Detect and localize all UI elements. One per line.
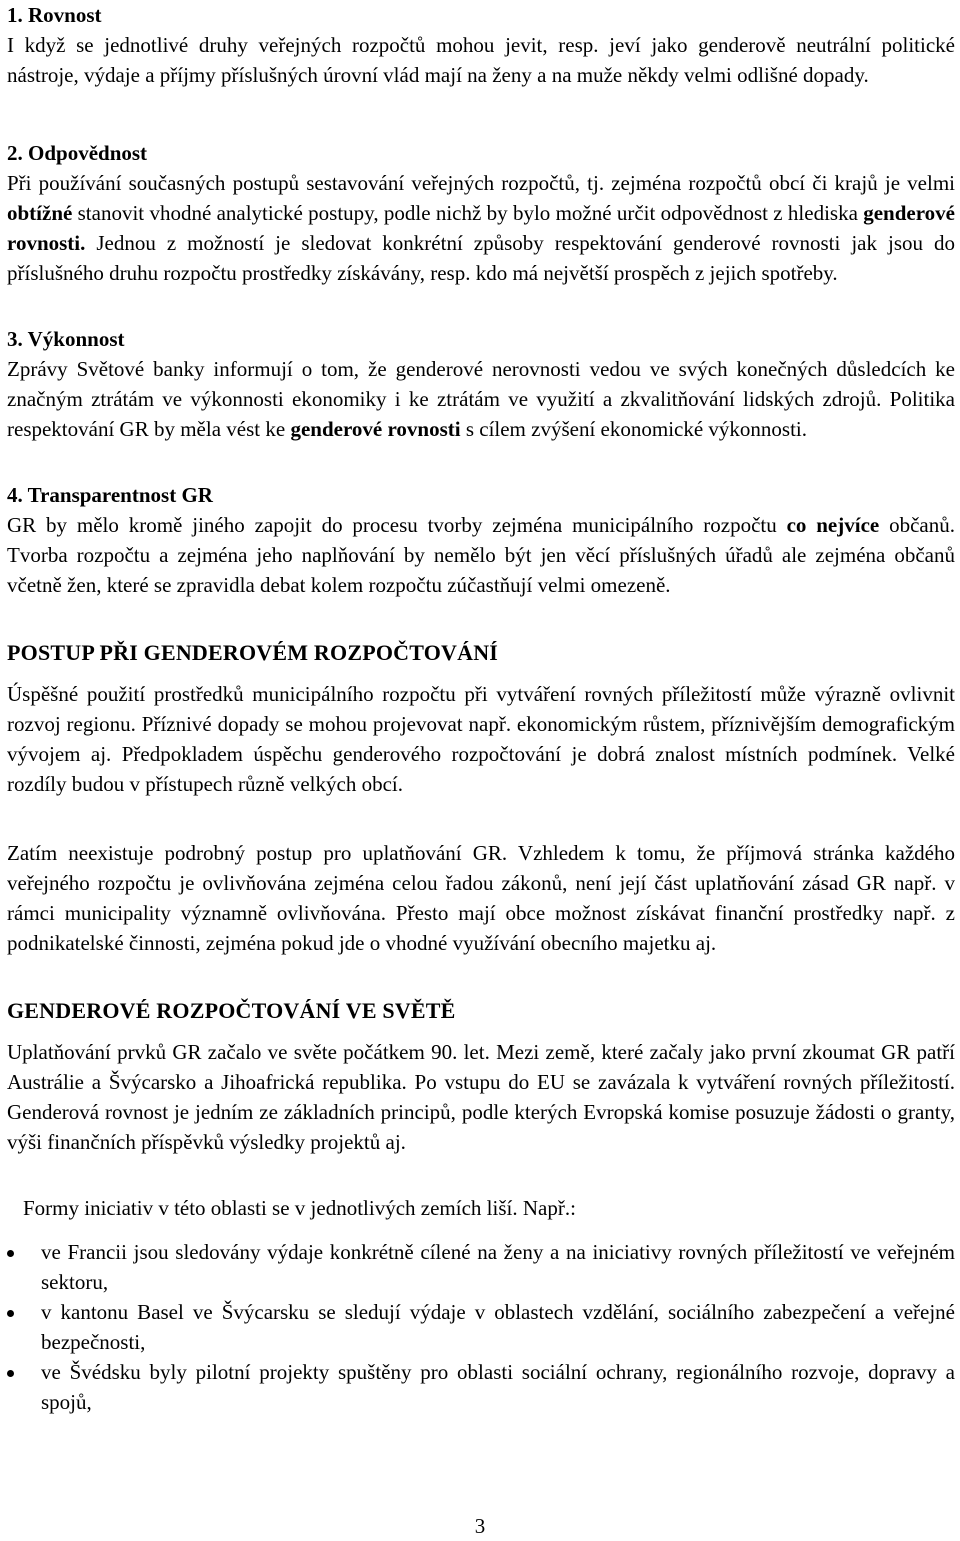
section-heading: 3. Výkonnost	[7, 327, 125, 351]
paragraph	[7, 510, 955, 600]
text-run: s cílem zvýšení ekonomické výkonnosti.	[460, 417, 808, 441]
paragraph: Uplatňování prvků GR začalo ve světe počátkem 90. let. Mezi země, které začaly jako první zkoumat GR patří Austrálie a Švýcarsko a Jihoafrická republika. Po vstupu do EU se zavázala k vytváření rovných příležitostí. Genderová rovnost je jedním ze základních principů, podle kterých Evropská komise posuzuje žádosti o granty, výši finančních příspěvků výsledky projektů aj.	[7, 1040, 955, 1154]
text-run: stanovit vhodné analytické postupy, podle nichž by bylo možné určit odpovědnost z hlediska	[72, 201, 864, 225]
bullet-icon	[7, 1310, 14, 1317]
postup-paragraph-1	[7, 679, 955, 799]
section-performance	[7, 324, 955, 444]
section-equality	[7, 0, 955, 90]
text-run: Při používání současných postupů sestavování veřejných rozpočtů, tj. zejména rozpočtů obcí či krajů je velmi	[7, 171, 955, 195]
bullet-icon	[7, 1370, 14, 1377]
postup-heading: POSTUP PŘI GENDEROVÉM ROZPOČTOVÁNÍ	[7, 640, 499, 665]
postup-paragraph-2	[7, 838, 955, 958]
section-heading: 4. Transparentnost GR	[7, 483, 213, 507]
paragraph: I když se jednotlivé druhy veřejných rozpočtů mohou jevit, resp. jeví jako genderově neutrální politické nástroje, výdaje a příjmy příslušných úrovní vlád mají na ženy a na muže někdy velmi odlišné dopady.	[7, 33, 955, 87]
list-item-text: ve Švédsku byly pilotní projekty spuštěny pro oblasti sociální ochrany, regionálního rozvoje, dopravy a spojů,	[41, 1360, 955, 1414]
paragraph: Formy iniciativ v této oblasti se v jednotlivých zemích liší. Např.:	[23, 1196, 576, 1220]
list-item-text: v kantonu Basel ve Švýcarsku se sledují výdaje v oblastech vzdělání, sociálního zabezpečení a veřejné bezpečnosti,	[41, 1300, 955, 1354]
page-number: 3	[474, 1514, 486, 1538]
svet-paragraph-1	[7, 1037, 955, 1157]
svet-heading: GENDEROVÉ ROZPOČTOVÁNÍ VE SVĚTĚ	[7, 998, 456, 1023]
section-accountability	[7, 138, 955, 288]
paragraph: Zatím neexistuje podrobný postup pro uplatňování GR. Vzhledem k tomu, že příjmová stránka každého veřejného rozpočtu je ovlivňována zejména celou řadou zákonů, není její část uplatňování zásad GR např. v rámci municipality významně ovlivňována. Přesto mají obce možnost získávat finanční prostředky např. z podnikatelské činnosti, zejména pokud jde o vhodné využívání obecního majetku aj.	[7, 841, 955, 955]
text-run: občanů. Tvorba rozpočtu a zejména jeho naplňování by nemělo být jen věcí příslušných úřadů ale zejména občanů včetně žen, které se zpravidla debat kolem rozpočtu zúčastňují velmi omezeně.	[7, 513, 955, 597]
text-run: GR by mělo kromě jiného zapojit do procesu tvorby zejména municipálního rozpočtu	[7, 513, 787, 537]
svet-paragraph-2	[7, 1193, 960, 1223]
list-item	[7, 1357, 955, 1417]
bold-run: genderové rovnosti.	[7, 201, 955, 255]
bullet-list	[7, 1237, 955, 1417]
list-item	[7, 1297, 955, 1357]
section-heading: 1. Rovnost	[7, 3, 102, 27]
bullet-icon	[7, 1250, 14, 1257]
section-heading: 2. Odpovědnost	[7, 141, 148, 165]
bold-run: co nejvíce	[786, 513, 880, 537]
list-item-text: ve Francii jsou sledovány výdaje konkrétně cílené na ženy a na iniciativy rovných příležitostí ve veřejném sektoru,	[41, 1240, 955, 1294]
section-transparency	[7, 480, 955, 600]
text-run: Jednou z možností je sledovat konkrétní způsoby respektování genderové rovnosti jak jsou do příslušného druhu rozpočtu prostředky získávány, resp. kdo má největší prospěch z jejich spotřeby.	[7, 231, 955, 285]
list-item	[7, 1237, 955, 1297]
paragraph	[7, 168, 955, 288]
bold-run: genderové rovnosti	[290, 417, 461, 441]
paragraph: Úspěšné použití prostředků municipálního rozpočtu při vytváření rovných příležitostí může výrazně ovlivnit rozvoj regionu. Příznivé dopady se mohou projevovat např. ekonomickým růstem, příznivějším demografickým vývojem aj. Předpokladem úspěchu genderového rozpočtování je dobrá znalost místních podmínek. Velké rozdíly budou v přístupech různě velkých obcí.	[7, 682, 955, 796]
bold-run: obtížné	[7, 201, 73, 225]
text-run: Zprávy Světové banky informují o tom, že genderové nerovnosti vedou ve svých konečných důsledcích ke značným ztrátám ve výkonnosti ekonomiky i ke ztrátám ve využití a zkvalitňování lidských zdrojů. Politika respektování GR by měla vést ke	[7, 357, 955, 441]
paragraph	[7, 354, 955, 444]
